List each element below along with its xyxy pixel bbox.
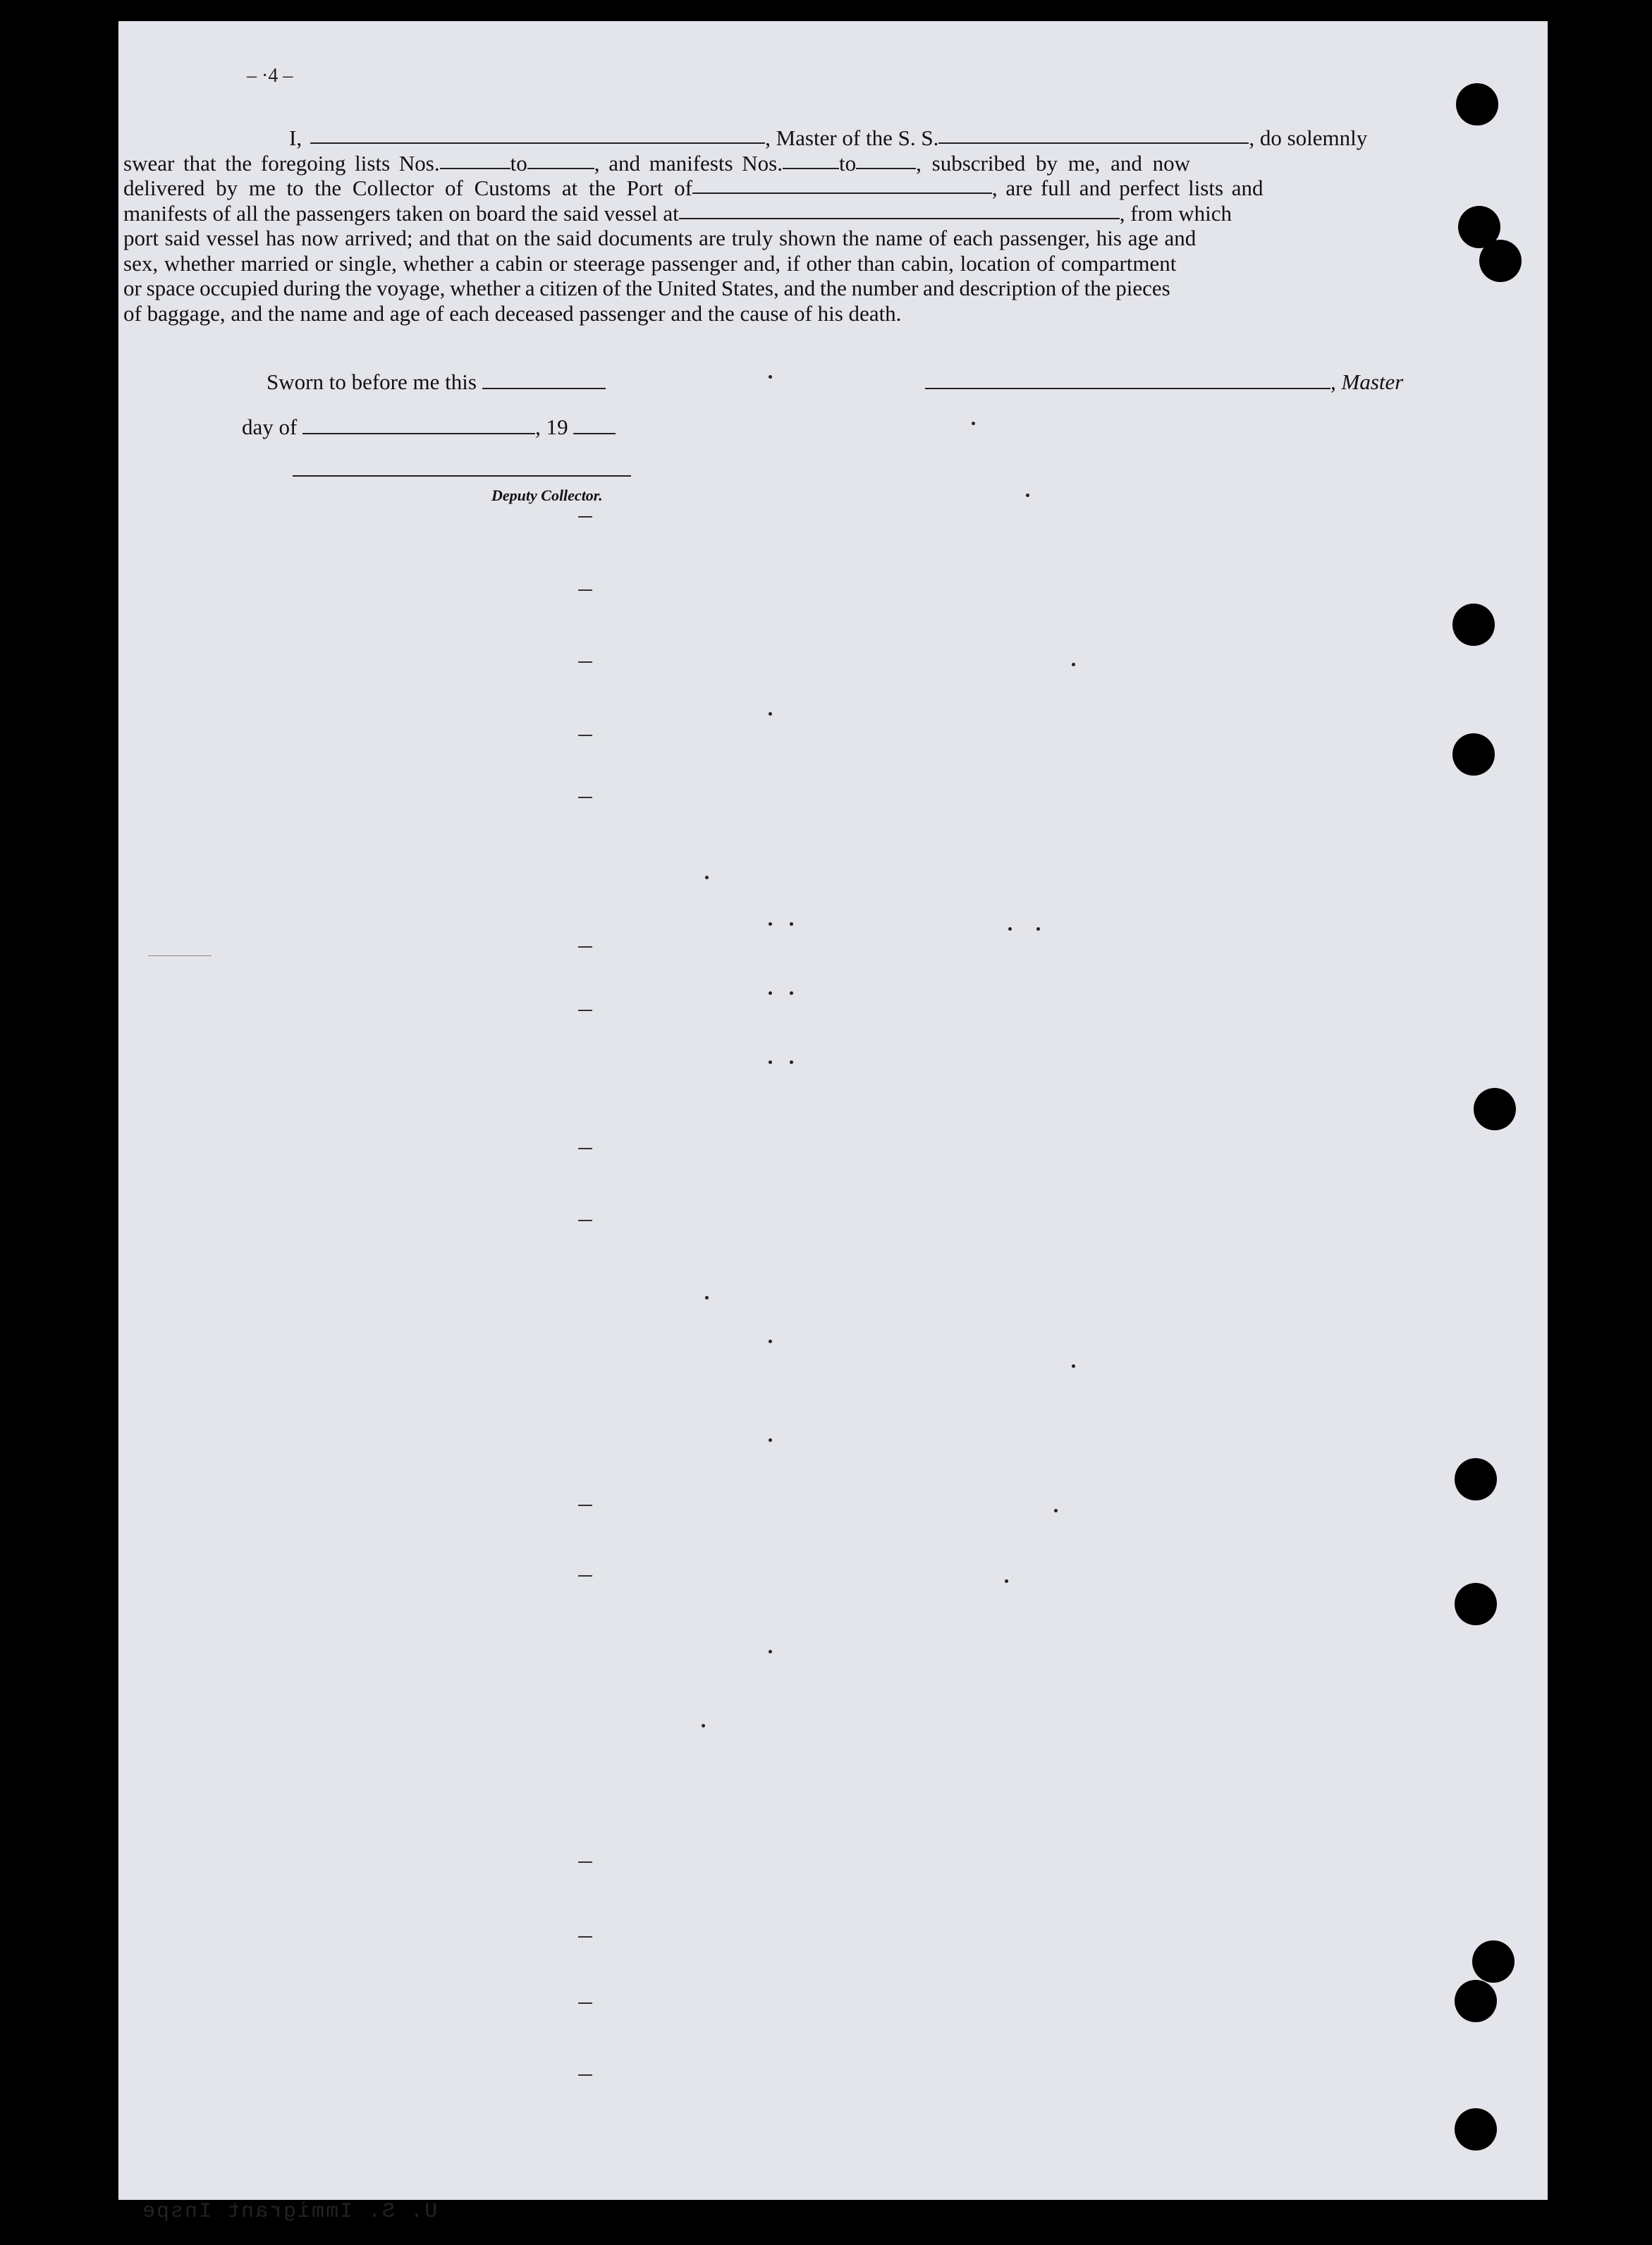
margin-tick bbox=[578, 1010, 592, 1011]
speck bbox=[769, 1438, 772, 1442]
speck bbox=[790, 1060, 793, 1064]
speck bbox=[769, 1340, 772, 1343]
oath-line-8: of baggage, and the name and age of each deceased passenger and the cause of his death. bbox=[123, 300, 902, 326]
punch-hole bbox=[1452, 733, 1495, 776]
speck bbox=[705, 1296, 709, 1299]
margin-tick bbox=[578, 2074, 592, 2076]
punch-hole bbox=[1452, 604, 1495, 646]
speck bbox=[972, 422, 975, 425]
speck bbox=[1072, 663, 1075, 666]
embark-port-blank bbox=[679, 201, 1120, 219]
manifests-to-blank bbox=[856, 151, 916, 169]
document-page bbox=[118, 21, 1548, 2200]
margin-tick bbox=[578, 735, 592, 736]
punch-hole bbox=[1455, 1980, 1497, 2022]
speck bbox=[769, 712, 772, 716]
month-blank bbox=[302, 417, 535, 434]
master-signature-blank bbox=[925, 372, 1330, 389]
punch-hole bbox=[1474, 1088, 1516, 1130]
margin-tick bbox=[578, 1575, 592, 1577]
margin-tick bbox=[578, 516, 592, 518]
manifests-from-blank bbox=[783, 151, 839, 169]
margin-tick bbox=[578, 1220, 592, 1221]
speck bbox=[1008, 927, 1012, 931]
oath-paragraph bbox=[123, 126, 1424, 326]
margin-tick bbox=[578, 589, 592, 591]
margin-tick bbox=[578, 1148, 592, 1149]
header-mark: – ·4 – bbox=[247, 65, 293, 87]
speck bbox=[1072, 1364, 1075, 1368]
oath-line-6: sex, whether married or single, whether a cabin or steerage passenger and, if other than cabin, location of compartment bbox=[123, 250, 1177, 276]
speck bbox=[702, 1724, 705, 1727]
ship-name-blank bbox=[938, 126, 1249, 144]
speck bbox=[1026, 494, 1029, 497]
margin-tick bbox=[578, 1861, 592, 1863]
deputy-collector-label: Deputy Collector. bbox=[491, 487, 603, 504]
punch-hole bbox=[1455, 2108, 1497, 2151]
speck bbox=[1054, 1509, 1058, 1512]
oath-line-3: delivered by me to the Collector of Customs at the Port of , are full and perfect lists and bbox=[123, 176, 1264, 200]
speck bbox=[769, 375, 772, 379]
speck bbox=[790, 991, 793, 995]
speck bbox=[705, 876, 709, 879]
year-blank bbox=[573, 417, 616, 434]
lists-to-blank bbox=[527, 151, 594, 169]
punch-hole bbox=[1456, 83, 1498, 126]
speck bbox=[1036, 927, 1040, 931]
speck bbox=[769, 922, 772, 926]
lists-from-blank bbox=[440, 151, 510, 169]
margin-tick bbox=[578, 1936, 592, 1938]
sworn-line: Sworn to before me this bbox=[267, 369, 606, 395]
punch-hole bbox=[1479, 240, 1522, 282]
margin-tick bbox=[578, 797, 592, 798]
deputy-signature-blank bbox=[293, 460, 631, 477]
speck bbox=[769, 991, 772, 995]
speck bbox=[790, 922, 793, 926]
oath-line-5: port said vessel has now arrived; and that on the said documents are truly shown the name of each passenger, his age and bbox=[123, 226, 1197, 250]
margin-tick bbox=[148, 955, 212, 956]
day-of-line: day of , 19 bbox=[242, 415, 616, 440]
speck bbox=[1005, 1579, 1008, 1583]
master-name-blank bbox=[310, 126, 765, 144]
sworn-day-blank bbox=[482, 372, 606, 389]
oath-line-7: or space occupied during the voyage, whether a citizen of the United States, and the number and description of the pieces bbox=[123, 276, 1170, 300]
oath-line-1: I, , Master of the S. S. , do solemnly bbox=[289, 126, 1368, 150]
punch-hole bbox=[1455, 1458, 1497, 1500]
oath-line-2: swear that the foregoing lists Nos. to , and manifests Nos. to , subscribed by me, and now bbox=[123, 150, 1190, 176]
deputy-signature-line bbox=[293, 457, 631, 482]
speck bbox=[769, 1060, 772, 1064]
speck bbox=[769, 1650, 772, 1653]
inspector-stamp: U. S. Immigrant Inspe bbox=[141, 2200, 438, 2224]
margin-tick bbox=[578, 1505, 592, 1506]
master-signature-line: , Master bbox=[925, 369, 1403, 395]
oath-line-4: manifests of all the passengers taken on board the said vessel at , from which bbox=[123, 200, 1232, 226]
punch-hole bbox=[1455, 1583, 1497, 1625]
port-blank bbox=[692, 176, 992, 194]
punch-hole bbox=[1472, 1940, 1515, 1983]
margin-tick bbox=[578, 2002, 592, 2004]
margin-tick bbox=[578, 946, 592, 948]
margin-tick bbox=[578, 661, 592, 663]
